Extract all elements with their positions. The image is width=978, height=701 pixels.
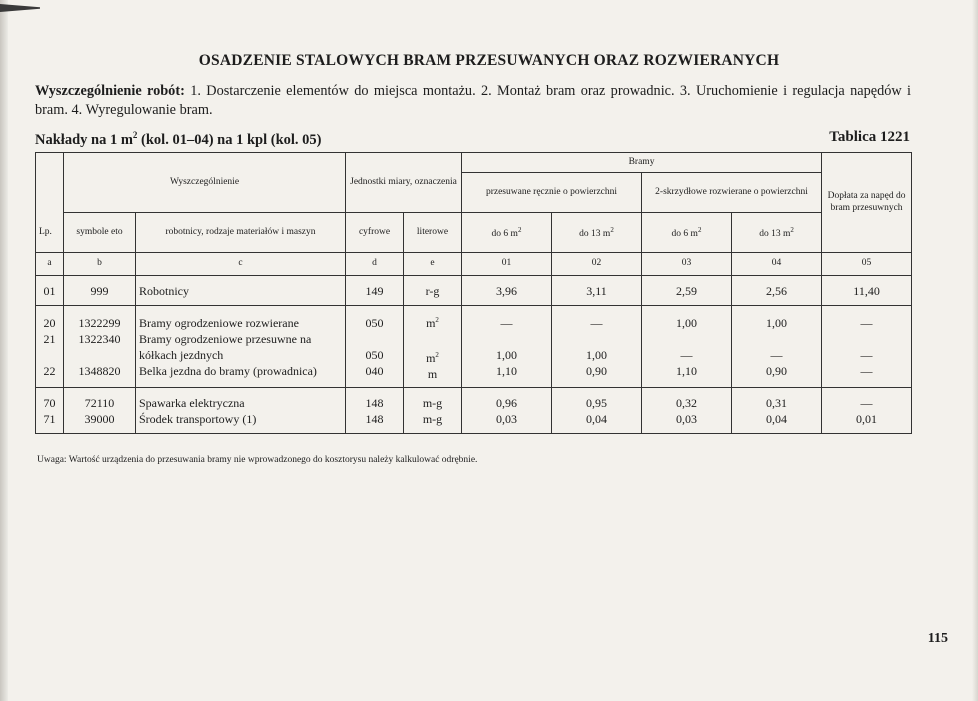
page-title: OSADZENIE STALOWYCH BRAM PRZESUWANYCH ORAZ ROZWIERANYCH (198, 52, 780, 69)
scan-corner-mark (0, 4, 40, 12)
table-row-labor: 01 999 Robotnicy 149 r-g 3,96 3,11 2,59 2,56 11,40 (36, 276, 912, 306)
header-letter: literowe (404, 213, 462, 253)
col-letter: b (64, 253, 136, 276)
work-scope-text: 1. Dostarczenie elementów do miejsca montażu. 2. Montaż bram oraz prowadnic. 3. Uruchomienie i regulacja napędów i bram. 4. Wyregulowanie bram. (35, 83, 911, 118)
work-scope (35, 82, 911, 120)
header-to13-sliding: do 13 $m^2$ (552, 213, 642, 253)
scan-edge-right (972, 0, 978, 701)
table-number: Tablica 1221 (829, 129, 910, 145)
header-symbols: symbole eto (64, 213, 136, 253)
header-lp: Lp. (36, 153, 64, 253)
table-row-materials: 20 21 22 1322299 1322340 1348820 Bramy ogrodzeniowe rozwierane Bramy ogrodzeniowe przesuwne na kółkach jezdnych Belka jezdna do bramy (prowadnica) 050 050 040 $m^2$ $m^2$ m — 1,00 1,10 — 1,00 0,90 1,00 — 1,10 1,00 — 0,90 — — — (36, 306, 912, 388)
header-to6-double: do 6 $m^2$ (642, 213, 732, 253)
col-letter: 03 (642, 253, 732, 276)
col-letter: 05 (822, 253, 912, 276)
column-letters-row (36, 253, 912, 276)
col-letter: 04 (732, 253, 822, 276)
header-sliding: przesuwane ręcznie o powierzchni (462, 173, 642, 213)
scan-edge-left (0, 0, 8, 701)
norms-heading: Nakłady na 1 $m^2$ (kol. 01–04) na 1 kpl (kol. 05) (35, 130, 322, 148)
table-row-machines: 70 71 72110 39000 Spawarka elektryczna Środek transportowy (1) 148 148 m-g m-g 0,96 0,03 0,95 0,04 0,32 0,03 0,31 0,04 — 0,01 (36, 388, 912, 434)
header-numeric: cyfrowe (346, 213, 404, 253)
header-units: Jednostki miary, oznaczenia (346, 153, 462, 213)
col-letter: 01 (462, 253, 552, 276)
header-to6-sliding: do 6 $m^2$ (462, 213, 552, 253)
header-double: 2-skrzydłowe rozwierane o powierzchni (642, 173, 822, 213)
header-spec: Wyszczególnienie (64, 153, 346, 213)
col-letter: d (346, 253, 404, 276)
header-extra: Dopłata za napęd do bram przesuwnych (822, 153, 912, 253)
footnote (37, 455, 477, 465)
page-number: 115 (927, 631, 948, 646)
footnote-label: Uwaga: (37, 455, 67, 465)
work-scope-label: Wyszczególnienie robót: (35, 83, 185, 99)
footnote-text: Wartość urządzenia do przesuwania bramy nie wprowadzonego do kosztorysu należy kalkulować odrębnie. (68, 455, 478, 465)
header-gates: Bramy (462, 153, 822, 173)
col-letter: c (136, 253, 346, 276)
col-letter: a (36, 253, 64, 276)
norms-table (35, 152, 912, 434)
col-letter: 02 (552, 253, 642, 276)
col-letter: e (404, 253, 462, 276)
header-to13-double: do 13 $m^2$ (732, 213, 822, 253)
header-workers: robotnicy, rodzaje materiałów i maszyn (136, 213, 346, 253)
